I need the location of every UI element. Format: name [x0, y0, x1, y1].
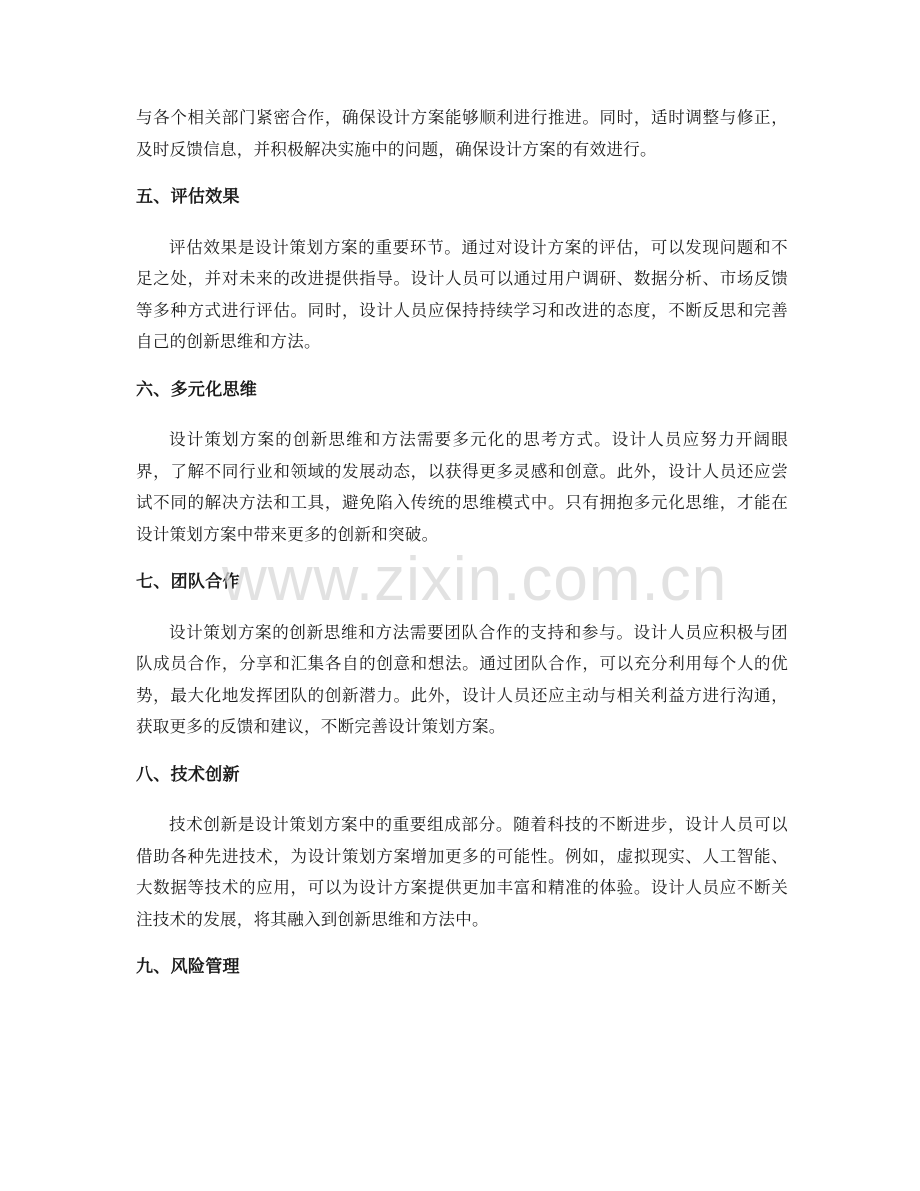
document-body: [136, 102, 788, 984]
paragraph-continuation: 与各个相关部门紧密合作，确保设计方案能够顺利进行推进。同时，适时调整与修正，及时反馈信息，并积极解决实施中的问题，确保设计方案的有效进行。: [136, 108, 788, 159]
section-heading-teamwork: 七、团队合作: [136, 572, 240, 592]
section-heading-risk-management: 九、风险管理: [136, 957, 240, 977]
watermark: www.zixin.com.cn: [222, 545, 728, 614]
paragraph-tech-innovation: 技术创新是设计策划方案中的重要组成部分。随着科技的不断进步，设计人员可以借助各种先进技术，为设计策划方案增加更多的可能性。例如，虚拟现实、人工智能、大数据等技术的应用，可以为设计方案提供更加丰富和精准的体验。设计人员应不断关注技术的发展，将其融入到创新思维和方法中。: [136, 815, 788, 929]
section-heading-diverse-thinking: 六、多元化思维: [136, 379, 258, 400]
paragraph-teamwork: 设计策划方案的创新思维和方法需要团队合作的支持和参与。设计人员应积极与团队成员合作，分享和汇集各自的创意和想法。通过团队合作，可以充分利用每个人的优势，最大化地发挥团队的创新潜力。此外，设计人员还应主动与相关利益方进行沟通，获取更多的反馈和建议，不断完善设计策划方案。: [136, 622, 788, 736]
section-heading-evaluation: 五、评估效果: [136, 187, 240, 207]
paragraph-diverse-thinking: 设计策划方案的创新思维和方法需要多元化的思考方式。设计人员应努力开阔眼界，了解不同行业和领域的发展动态，以获得更多灵感和创意。此外，设计人员还应尝试不同的解决方法和工具，避免陷入传统的思维模式中。只有拥抱多元化思维，才能在设计策划方案中带来更多的创新和突破。: [136, 430, 788, 544]
paragraph-evaluation: 评估效果是设计策划方案的重要环节。通过对设计方案的评估，可以发现问题和不足之处，并对未来的改进提供指导。设计人员可以通过用户调研、数据分析、市场反馈等多种方式进行评估。同时，设计人员应保持持续学习和改进的态度，不断反思和完善自己的创新思维和方法。: [136, 237, 788, 351]
section-heading-tech-innovation: 八、技术创新: [136, 764, 240, 785]
